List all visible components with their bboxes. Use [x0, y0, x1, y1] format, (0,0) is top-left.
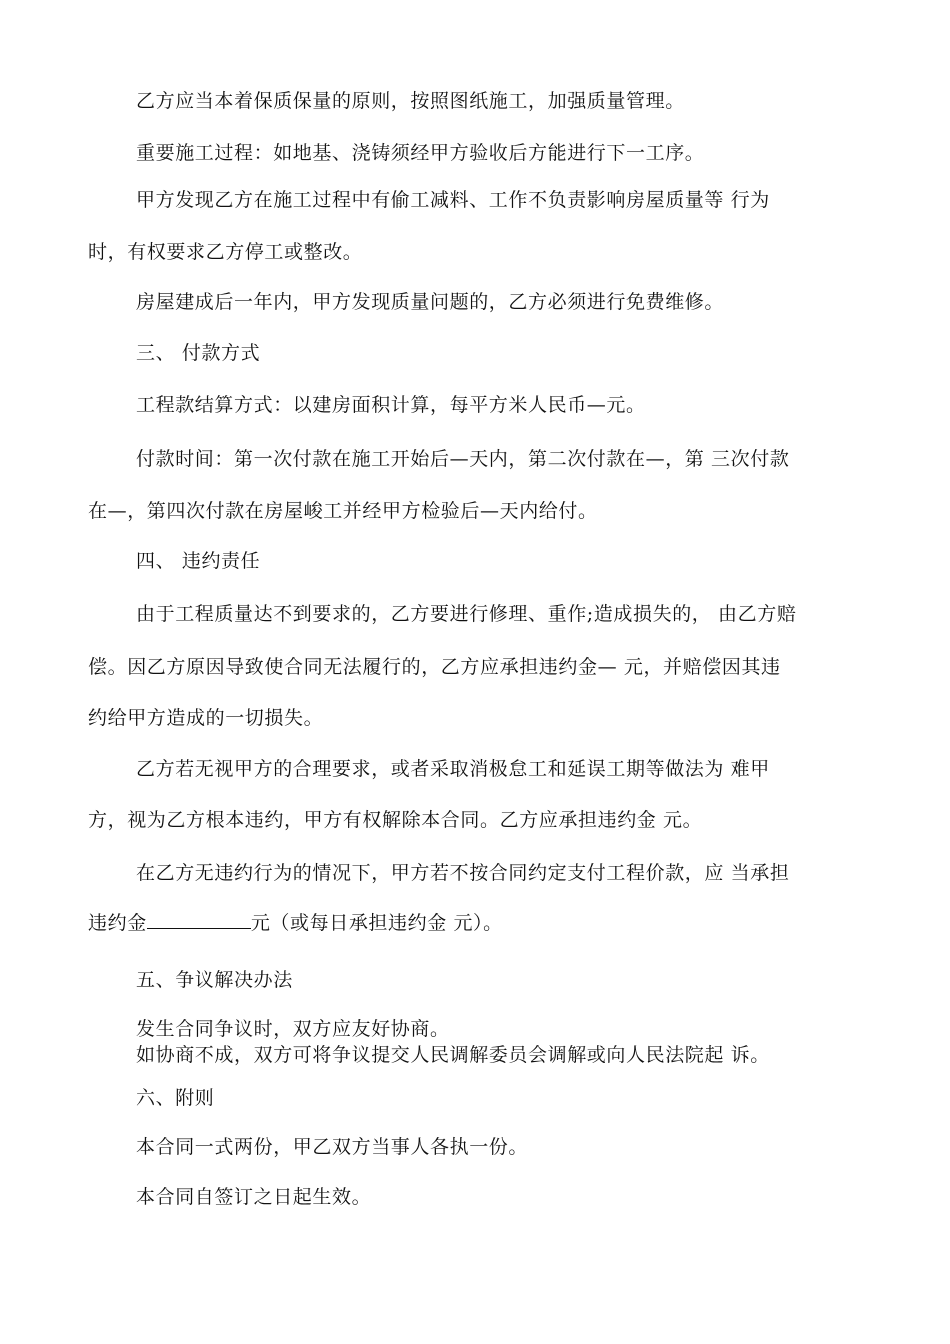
penalty-suffix: 元（或每日承担违约金 元）。	[250, 912, 503, 934]
section-heading-appendix: 六、附则	[136, 1087, 215, 1109]
section-heading-dispute: 五、争议解决办法	[136, 969, 293, 991]
paragraph-breach-line1: 乙方若无视甲方的合理要求，或者采取消极怠工和延误工期等做法为 难甲	[136, 758, 770, 780]
paragraph-payment-time-line1: 付款时间：第一次付款在施工开始后—天内，第二次付款在—，第 三次付款	[136, 448, 790, 470]
penalty-label: 违约金	[88, 912, 147, 934]
section-heading-payment: 三、 付款方式	[136, 342, 261, 364]
paragraph-quality-liability-line3: 约给甲方造成的一切损失。	[88, 707, 324, 729]
paragraph-owner-breach-line1: 在乙方无违约行为的情况下，甲方若不按合同约定支付工程价款，应 当承担	[136, 862, 790, 884]
penalty-amount-blank	[147, 910, 251, 929]
paragraph-copies: 本合同一式两份，甲乙双方当事人各执一份。	[136, 1136, 529, 1158]
paragraph-owner-breach-line2	[88, 910, 503, 936]
paragraph-settlement-method: 工程款结算方式：以建房面积计算，每平方米人民币—元。	[136, 394, 646, 416]
paragraph-breach-line2: 方，视为乙方根本违约，甲方有权解除本合同。乙方应承担违约金 元。	[88, 809, 703, 831]
paragraph-quality-principle: 乙方应当本着保质保量的原则，按照图纸施工，加强质量管理。	[136, 90, 685, 112]
paragraph-key-process: 重要施工过程：如地基、浇铸须经甲方验收后方能进行下一工序。	[136, 142, 705, 164]
paragraph-negotiation: 发生合同争议时，双方应友好协商。	[136, 1018, 450, 1040]
paragraph-mediation: 如协商不成，双方可将争议提交人民调解委员会调解或向人民法院起 诉。	[136, 1044, 770, 1066]
paragraph-payment-time-line2: 在—，第四次付款在房屋峻工并经甲方检验后—天内给付。	[88, 500, 598, 522]
paragraph-effective-date: 本合同自签订之日起生效。	[136, 1186, 372, 1208]
paragraph-inspection-line1: 甲方发现乙方在施工过程中有偷工减料、工作不负责影响房屋质量等 行为	[136, 189, 770, 211]
paragraph-warranty: 房屋建成后一年内，甲方发现质量问题的，乙方必须进行免费维修。	[136, 291, 725, 313]
paragraph-inspection-line2: 时，有权要求乙方停工或整改。	[88, 241, 363, 263]
section-heading-liability: 四、 违约责任	[136, 550, 261, 572]
paragraph-quality-liability-line1: 由于工程质量达不到要求的，乙方要进行修理、重作;造成损失的， 由乙方赔	[136, 603, 797, 625]
paragraph-quality-liability-line2: 偿。因乙方原因导致使合同无法履行的，乙方应承担违约金— 元，并赔偿因其违	[88, 656, 781, 678]
